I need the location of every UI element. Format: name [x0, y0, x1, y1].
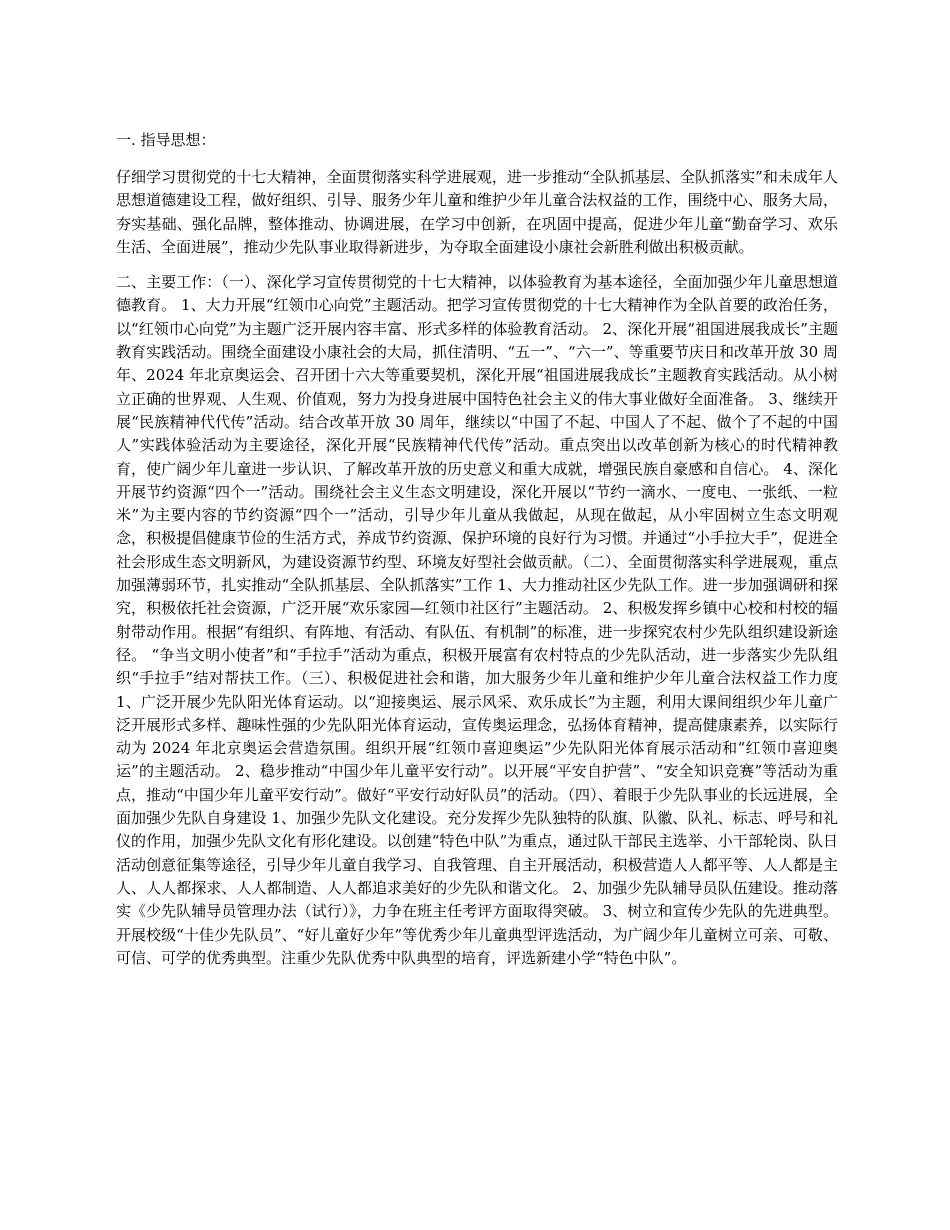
document-body	[116, 128, 838, 970]
guiding-ideology-paragraph: 仔细学习贯彻党的十七大精神，全面贯彻落实科学进展观，进一步推动“全队抓基层、全队抓落实”和未成年人思想道德建设工程，做好组织、引导、服务少年儿童和维护少年儿童合法权益的工作，围绕中心、服务大局，夯实基础、强化品牌，整体推动、协调进展，在学习中创新，在巩固中提高，促进少年儿童“勤奋学习、欢乐生活、全面进展”，推动少先队事业取得新进步，为夺取全面建设小康社会新胜利做出积极贡献。	[116, 168, 838, 256]
main-work-paragraph: 二、主要工作：（一）、深化学习宣传贯彻党的十七大精神，以体验教育为基本途径，全面加强少年儿童思想道德教育。 1、大力开展“红领巾心向党”主题活动。把学习宣传贯彻党的十七大精神作为全队首要的政治任务，以“红领巾心向党”为主题广泛开展内容丰富、形式多样的体验教育活动。 2、深化开展“祖国进展我成长”主题教育实践活动。围绕全面建设小康社会的大局，抓住清明、“五一”、“六一”、等重要节庆日和改革开放 30 周年、2024 年北京奥运会、召开团十六大等重要契机，深化开展“祖国进展我成长”主题教育实践活动。从小树立正确的世界观、人生观、价值观，努力为投身进展中国特色社会主义的伟大事业做好全面准备。 3、继续开展“民族精神代代传”活动。结合改革开放 30 周年，继续以“中国了不起、中国人了不起、做个了不起的中国人”实践体验活动为主要途径，深化开展“民族精神代代传”活动。重点突出以改革创新为核心的时代精神教育，使广阔少年儿童进一步认识、了解改革开放的历史意义和重大成就，增强民族自豪感和自信心。 4、深化开展节约资源“四个一”活动。围绕社会主义生态文明建设，深化开展以“节约一滴水、一度电、一张纸、一粒米”为主要内容的节约资源“四个一”活动，引导少年儿童从我做起，从现在做起，从小牢固树立生态文明观念，积极提倡健康节俭的生活方式，养成节约资源、保护环境的良好行为习惯。并通过“小手拉大手”，促进全社会形成生态文明新风，为建设资源节约型、环境友好型社会做贡献。（二）、全面贯彻落实科学进展观，重点加强薄弱环节，扎实推动“全队抓基层、全队抓落实”工作 1、大力推动社区少先队工作。进一步加强调研和探究，积极依托社会资源，广泛开展“欢乐家园—红领巾社区行”主题活动。 2、积极发挥乡镇中心校和村校的辐射带动作用。根据“有组织、有阵地、有活动、有队伍、有机制”的标准，进一步探究农村少先队组织建设新途径。 “争当文明小使者”和“手拉手”活动为重点，积极开展富有农村特点的少先队活动，进一步落实少先队组织“手拉手”结对帮扶工作。（三）、积极促进社会和谐，加大服务少年儿童和维护少年儿童合法权益工作力度 1、广泛开展少先队阳光体育运动。以“迎接奥运、展示风采、欢乐成长”为主题，利用大课间组织少年儿童广泛开展形式多样、趣味性强的少先队阳光体育运动，宣传奥运理念，弘扬体育精神，提高健康素养，以实际行动为 2024 年北京奥运会营造氛围。组织开展“红领巾喜迎奥运”少先队阳光体育展示活动和“红领巾喜迎奥运”的主题活动。 2、稳步推动“中国少年儿童平安行动”。以开展“平安自护营”、“安全知识竞赛”等活动为重点，推动“中国少年儿童平安行动”。做好“平安行动好队员”的活动。（四）、着眼于少先队事业的长远进展，全面加强少先队自身建设 1、加强少先队文化建设。充分发挥少先队独特的队旗、队徽、队礼、标志、呼号和礼仪的作用，加强少先队文化有形化建设。以创建“特色中队”为重点，通过队干部民主选举、小干部轮岗、队日活动创意征集等途径，引导少年儿童自我学习、自我管理、自主开展活动，积极营造人人都平等、人人都是主人、人人都探求、人人都制造、人人都追求美好的少先队和谐文化。 2、加强少先队辅导员队伍建设。推动落实《少先队辅导员管理办法（试行）》，力争在班主任考评方面取得突破。 3、树立和宣传少先队的先进典型。开展校级“十佳少先队员”、“好儿童好少年”等优秀少年儿童典型评选活动，为广阔少年儿童树立可亲、可敬、可信、可学的优秀典型。注重少先队优秀中队典型的培育，评选新建小学“特色中队”。	[116, 273, 838, 967]
section-heading: 一. 指导思想：	[116, 131, 216, 149]
